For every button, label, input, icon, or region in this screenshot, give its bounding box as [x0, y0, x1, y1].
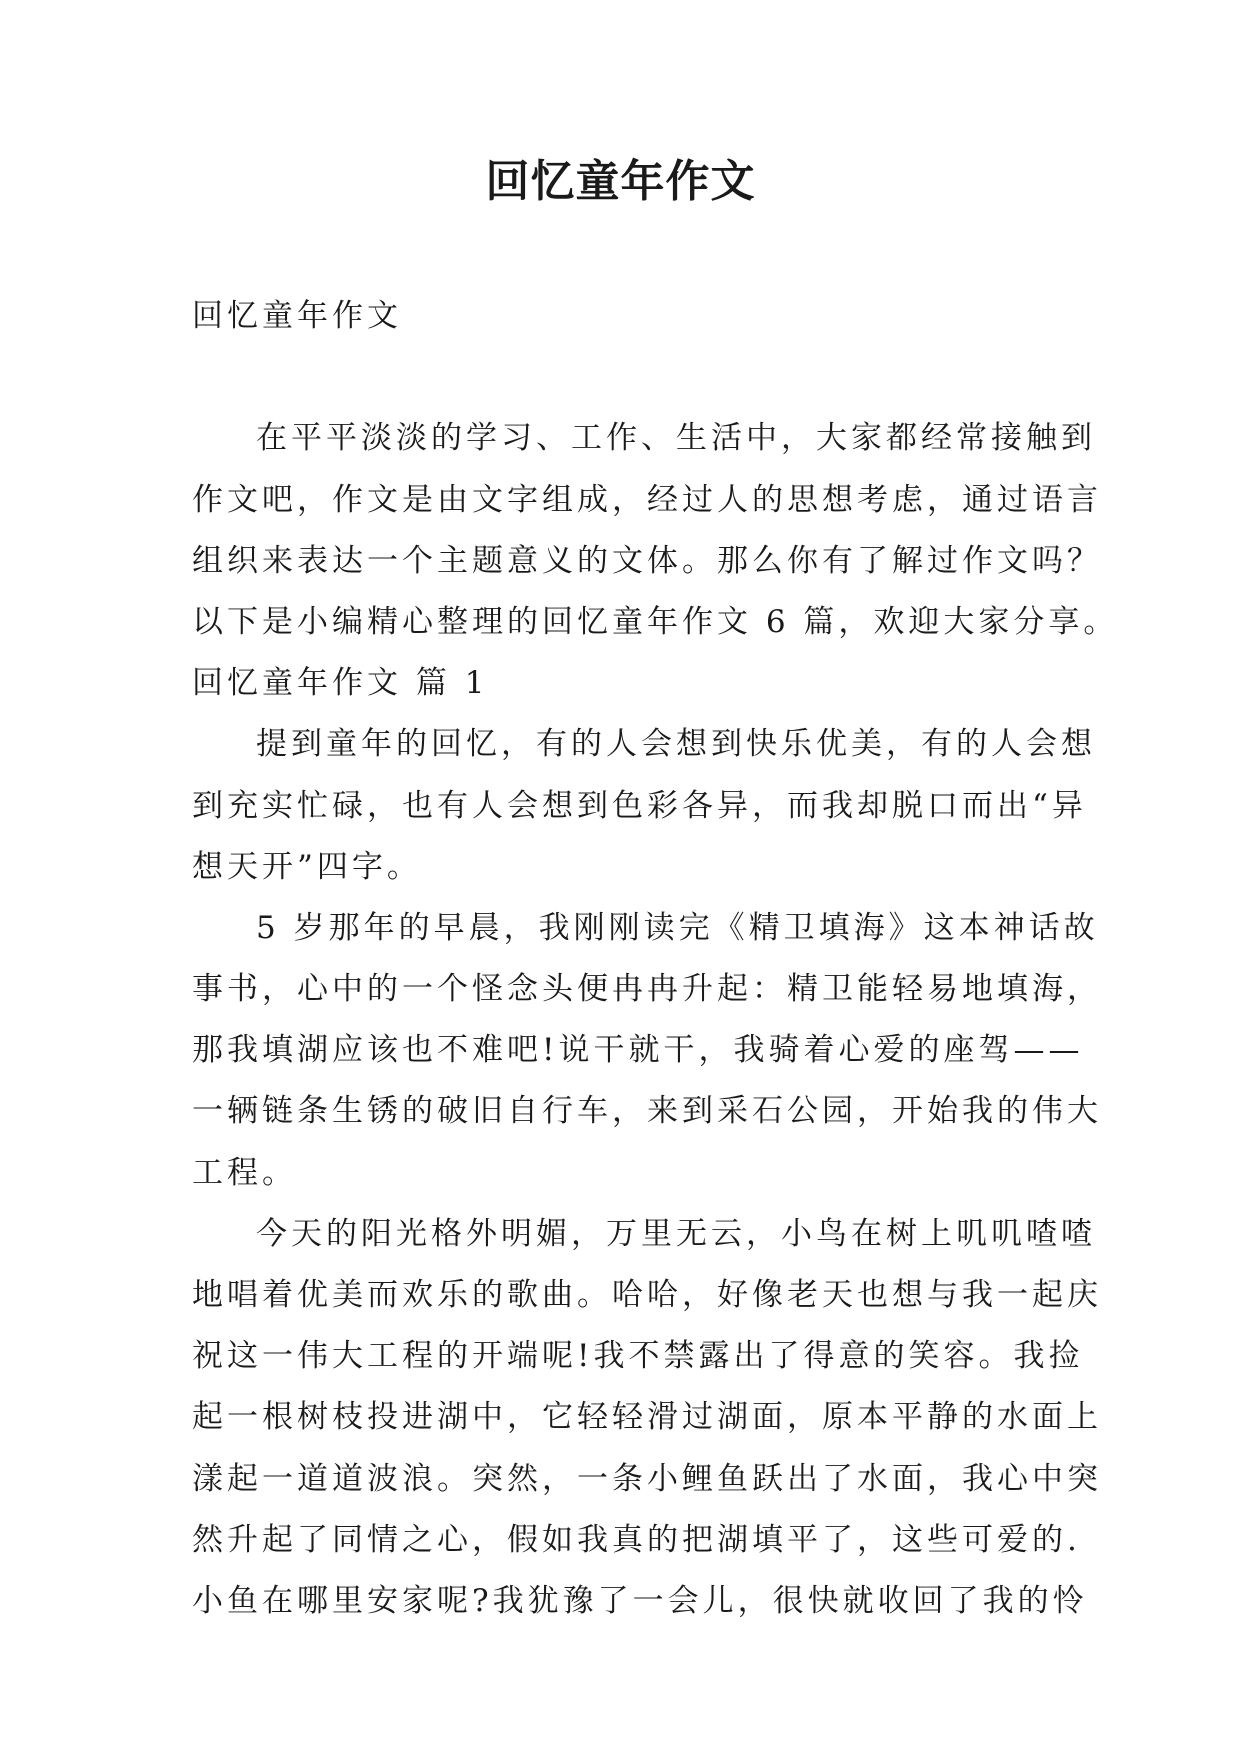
paragraph-line: 今天的阳光格外明媚，万里无云，小鸟在树上叽叽喳喳 [256, 1215, 1096, 1252]
paragraph-line: 祝这一伟大工程的开端呢!我不禁露出了得意的笑容。我捡 [192, 1338, 1084, 1375]
document-body [192, 286, 1119, 1632]
paragraph-line: 5 岁那年的早晨，我刚刚读完《精卫填海》这本神话故 [256, 909, 1099, 946]
paragraph-line: 那我填湖应该也不难吧!说干就干，我骑着心爱的座驾—— [192, 1032, 1084, 1069]
paragraph-line: 小鱼在哪里安家呢?我犹豫了一会儿，很快就收回了我的怜 [192, 1582, 1088, 1619]
section-heading: 回忆童年作文 篇 1 [192, 665, 489, 702]
document-title: 回忆童年作文 [485, 156, 756, 207]
paragraph-line: 事书，心中的一个怪念头便冉冉升起：精卫能轻易地填海， [192, 971, 1102, 1008]
paragraph-line: 组织来表达一个主题意义的文体。那么你有了解过作文吗？ [192, 542, 1102, 579]
paragraph-line: 漾起一道道波浪。突然，一条小鲤鱼跃出了水面，我心中突 [192, 1460, 1102, 1497]
paragraph-line: 以下是小编精心整理的回忆童年作文 6 篇，欢迎大家分享。 [192, 603, 1119, 640]
paragraph-line: 到充实忙碌，也有人会想到色彩各异，而我却脱口而出“异 [192, 787, 1087, 824]
paragraph-line: 一辆链条生锈的破旧自行车，来到采石公园，开始我的伟大 [192, 1093, 1102, 1130]
paragraph-line: 然升起了同情之心，假如我真的把湖填平了，这些可爱的. [192, 1521, 1081, 1558]
paragraph-line: 起一根树枝投进湖中，它轻轻滑过湖面，原本平静的水面上 [192, 1399, 1102, 1436]
paragraph-line: 作文吧，作文是由文字组成，经过人的思想考虑，通过语言 [192, 481, 1102, 518]
paragraph-line: 在平平淡淡的学习、工作、生活中，大家都经常接触到 [256, 420, 1096, 457]
paragraph-line: 提到童年的回忆，有的人会想到快乐优美，有的人会想 [256, 726, 1096, 763]
paragraph-line: 想天开”四字。 [192, 848, 422, 885]
paragraph-line: 地唱着优美而欢乐的歌曲。哈哈，好像老天也想与我一起庆 [192, 1277, 1102, 1313]
blank-line [192, 347, 1072, 408]
paragraph-line: 工程。 [192, 1154, 297, 1191]
subtitle-line: 回忆童年作文 [192, 298, 402, 334]
